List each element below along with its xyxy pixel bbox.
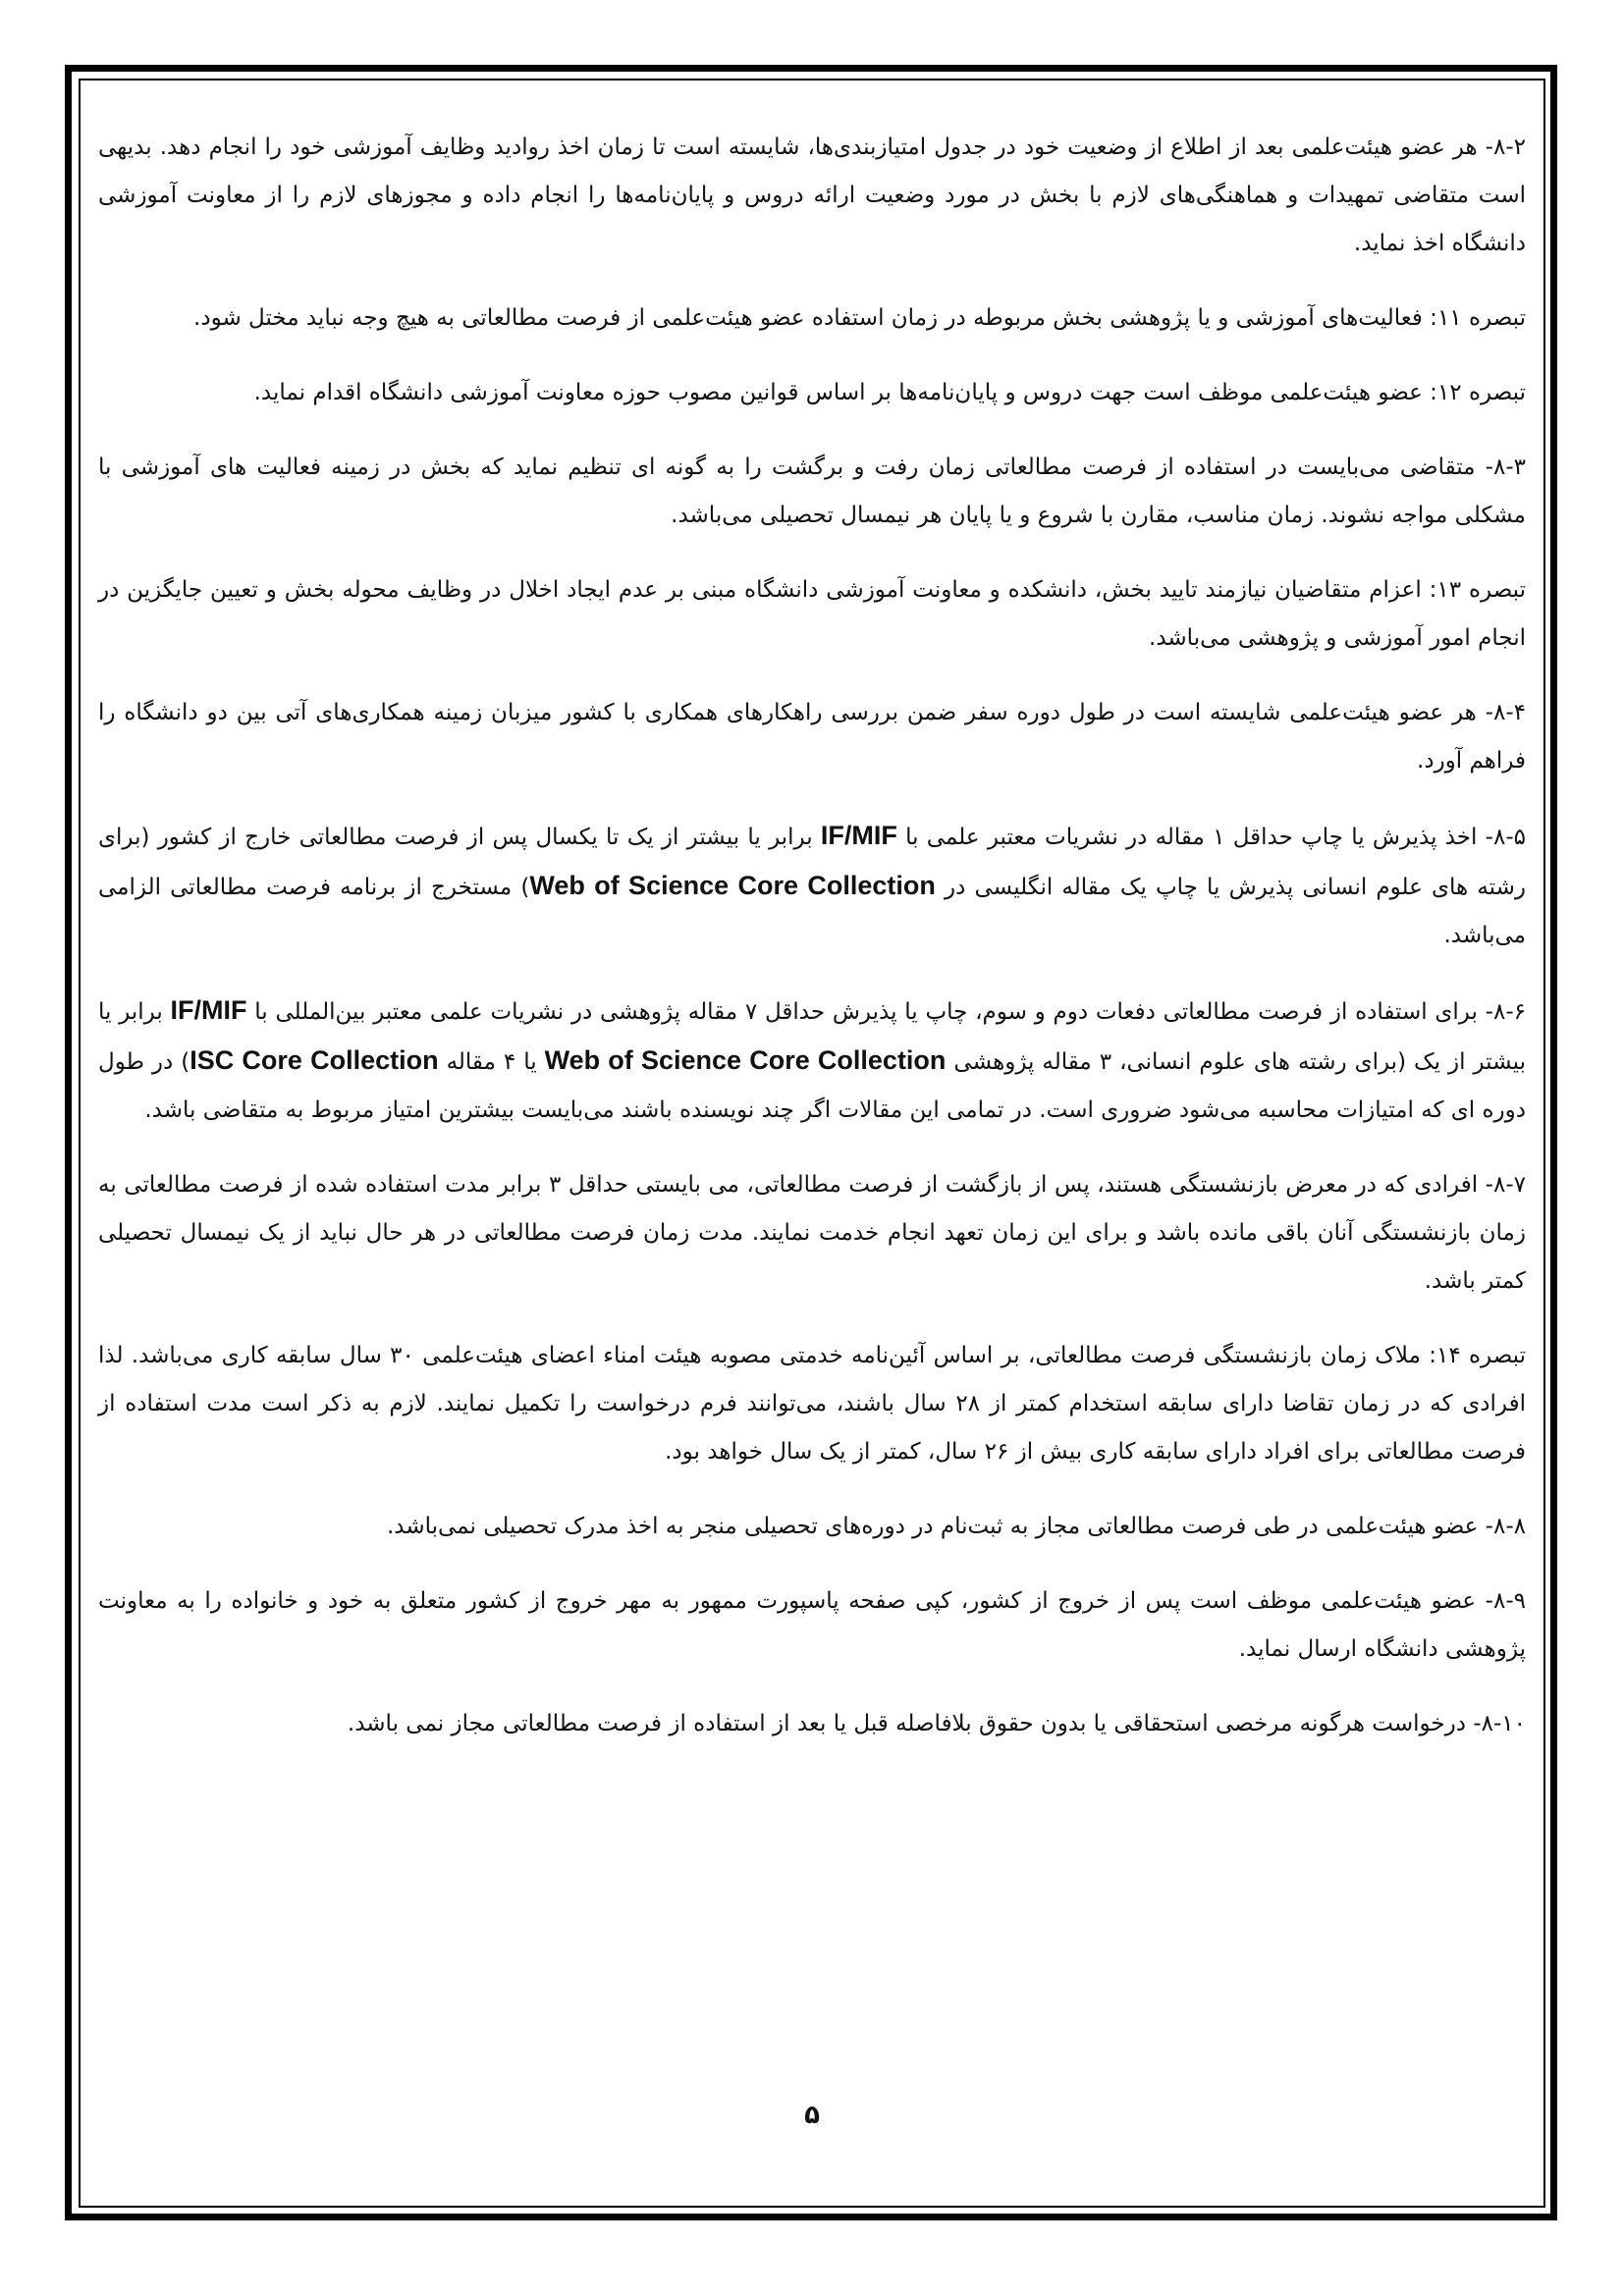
paragraph-8-8 bbox=[98, 1503, 1526, 1551]
paragraph-8-3 bbox=[98, 444, 1526, 540]
paragraph-8-4 bbox=[98, 689, 1526, 785]
paragraph-8-5-text-3: ) مستخرج از برنامه فرصت مطالعاتی الزامی می‌باشد. bbox=[98, 875, 1526, 948]
note-11-text: تبصره ۱۱: فعالیت‌های آموزشی و یا پژوهشی بخش مربوطه در زمان استفاده عضو هیئت‌علمی از فرصت مطالعاتی به هیچ وجه نباید مختل شود. bbox=[193, 305, 1526, 331]
note-13 bbox=[98, 566, 1526, 663]
note-11 bbox=[98, 294, 1526, 343]
paragraph-8-2-text: ۸-۲- هر عضو هیئت‌علمی بعد از اطلاع از وضعیت خود در جدول امتیازبندی‌ها، شایسته است تا زمان اخذ روادید وظایف آموزشی خود را انجام دهد. بدیهی است متقاضی تمهیدات و هماهنگی‌های لازم با بخش در مورد وضعیت ارائه دروس و پایان‌نامه‌ها را انجام داده و مجوزهای لازم را از معاونت آموزشی دانشگاه اخذ نماید. bbox=[98, 134, 1526, 256]
paragraph-8-10-text: ۸-۱۰- درخواست هرگونه مرخصی استحقاقی یا بدون حقوق بلافاصله قبل یا بعد از استفاده از فرصت مطالعاتی مجاز نمی باشد. bbox=[347, 1711, 1526, 1736]
note-12-text: تبصره ۱۲: عضو هیئت‌علمی موظف است جهت دروس و پایان‌نامه‌ها بر اساس قوانین مصوب حوزه معاونت آموزشی دانشگاه اقدام نماید. bbox=[253, 380, 1526, 405]
paragraph-8-5-text-1: ۸-۵- اخذ پذیرش یا چاپ حداقل ۱ مقاله در نشریات معتبر علمی با bbox=[896, 825, 1526, 850]
paragraph-8-6-text-4: ) در طول دوره ای که امتیازات محاسبه می‌شود ضروری است. در تمامی این مقالات اگر چند نویسنده باشند می‌بایست بیشترین امتیاز مربوط به متقاضی باشد. bbox=[98, 1049, 1526, 1123]
paragraph-8-6-latin-isc: ISC Core Collection bbox=[189, 1045, 439, 1075]
paragraph-8-6 bbox=[98, 987, 1526, 1135]
paragraph-8-6-text-3: یا ۴ مقاله bbox=[438, 1049, 545, 1075]
paragraph-8-6-text-1: ۸-۶- برای استفاده از فرصت مطالعاتی دفعات دوم و سوم، چاپ یا پذیرش حداقل ۷ مقاله پژوهشی در نشریات علمی معتبر بین‌المللی با bbox=[246, 999, 1526, 1025]
paragraph-8-7 bbox=[98, 1161, 1526, 1306]
paragraph-8-5 bbox=[98, 812, 1526, 960]
paragraph-8-9-text: ۸-۹- عضو هیئت‌علمی موظف است پس از خروج از کشور، کپی صفحه پاسپورت ممهور به مهر خروج از کشور متعلق به خود و خانواده را به معاونت پژوهشی دانشگاه ارسال نماید. bbox=[98, 1588, 1526, 1662]
note-14 bbox=[98, 1332, 1526, 1476]
paragraph-8-6-latin-wos: Web of Science Core Collection bbox=[544, 1045, 947, 1075]
paragraph-8-7-text: ۸-۷- افرادی که در معرض بازنشستگی هستند، پس از بازگشت از فرصت مطالعاتی، می بایستی حداقل ۳ برابر مدت استفاده شده از فرصت مطالعاتی به زمان بازنشستگی آنان باقی مانده باشد و برای این زمان تعهد انجام خدمت نمایند. مدت زمان فرصت مطالعاتی در هر حال نباید از یک نیمسال تحصیلی کمتر باشد. bbox=[98, 1172, 1526, 1294]
paragraph-8-3-text: ۸-۳- متقاضی می‌بایست در استفاده از فرصت مطالعاتی زمان رفت و برگشت را به گونه ای تنظیم نماید که بخش در زمینه فعالیت های آموزشی با مشکلی مواجه نشوند. زمان مناسب، مقارن با شروع و یا پایان هر نیمسال تحصیلی می‌باشد. bbox=[98, 454, 1526, 528]
paragraph-8-5-text-2: برابر یا بیشتر از یک تا یکسال پس از فرصت مطالعاتی خارج از کشور (برای رشته های علوم انسانی پذیرش یا چاپ یک مقاله انگلیسی در bbox=[98, 825, 1526, 900]
page-number: ۵ bbox=[804, 2101, 820, 2130]
note-13-text: تبصره ۱۳: اعزام متقاضیان نیازمند تایید بخش، دانشکده و معاونت آموزشی دانشگاه مبنی بر عدم ایجاد اخلال در وظایف محوله بخش و تعیین جایگزین در انجام امور آموزشی و پژوهشی می‌باشد. bbox=[98, 577, 1527, 651]
paragraph-8-4-text: ۸-۴- هر عضو هیئت‌علمی شایسته است در طول دوره سفر ضمن بررسی راهکارهای همکاری با کشور میزبان زمینه همکاری‌های آتی بین دو دانشگاه را فراهم آورد. bbox=[98, 700, 1526, 774]
paragraph-8-6-text-2: برابر یا بیشتر از یک (برای رشته های علوم انسانی، ۳ مقاله پژوهشی bbox=[98, 999, 1526, 1075]
paragraph-8-9 bbox=[98, 1577, 1526, 1674]
note-14-text: تبصره ۱۴: ملاک زمان بازنشستگی فرصت مطالعاتی، بر اساس آئین‌نامه خدمتی مصوبه هیئت امناء اعضای هیئت‌علمی ۳۰ سال سابقه کاری می‌باشد. لذا افرادی که در زمان تقاضا دارای سابقه استخدام کمتر از ۲۸ سال باشند، می‌توانند فرم درخواست را تکمیل نمایند. لازم به ذکر است مدت استفاده از فرصت مطالعاتی برای افراد دارای سابقه کاری بیش از ۲۶ سال، کمتر از یک سال خواهد بود. bbox=[98, 1343, 1526, 1465]
note-12 bbox=[98, 369, 1526, 417]
paragraph-8-2 bbox=[98, 124, 1526, 268]
document-body bbox=[98, 124, 1526, 1775]
paragraph-8-5-latin-ifmif: IF/MIF bbox=[820, 821, 897, 850]
paragraph-8-10 bbox=[98, 1700, 1526, 1748]
paragraph-8-5-latin-wos: Web of Science Core Collection bbox=[529, 871, 936, 900]
paragraph-8-8-text: ۸-۸- عضو هیئت‌علمی در طی فرصت مطالعاتی مجاز به ثبت‌نام در دوره‌های تحصیلی منجر به اخذ مدرک تحصیلی نمی‌باشد. bbox=[386, 1514, 1526, 1539]
paragraph-8-6-latin-ifmif: IF/MIF bbox=[170, 995, 247, 1025]
